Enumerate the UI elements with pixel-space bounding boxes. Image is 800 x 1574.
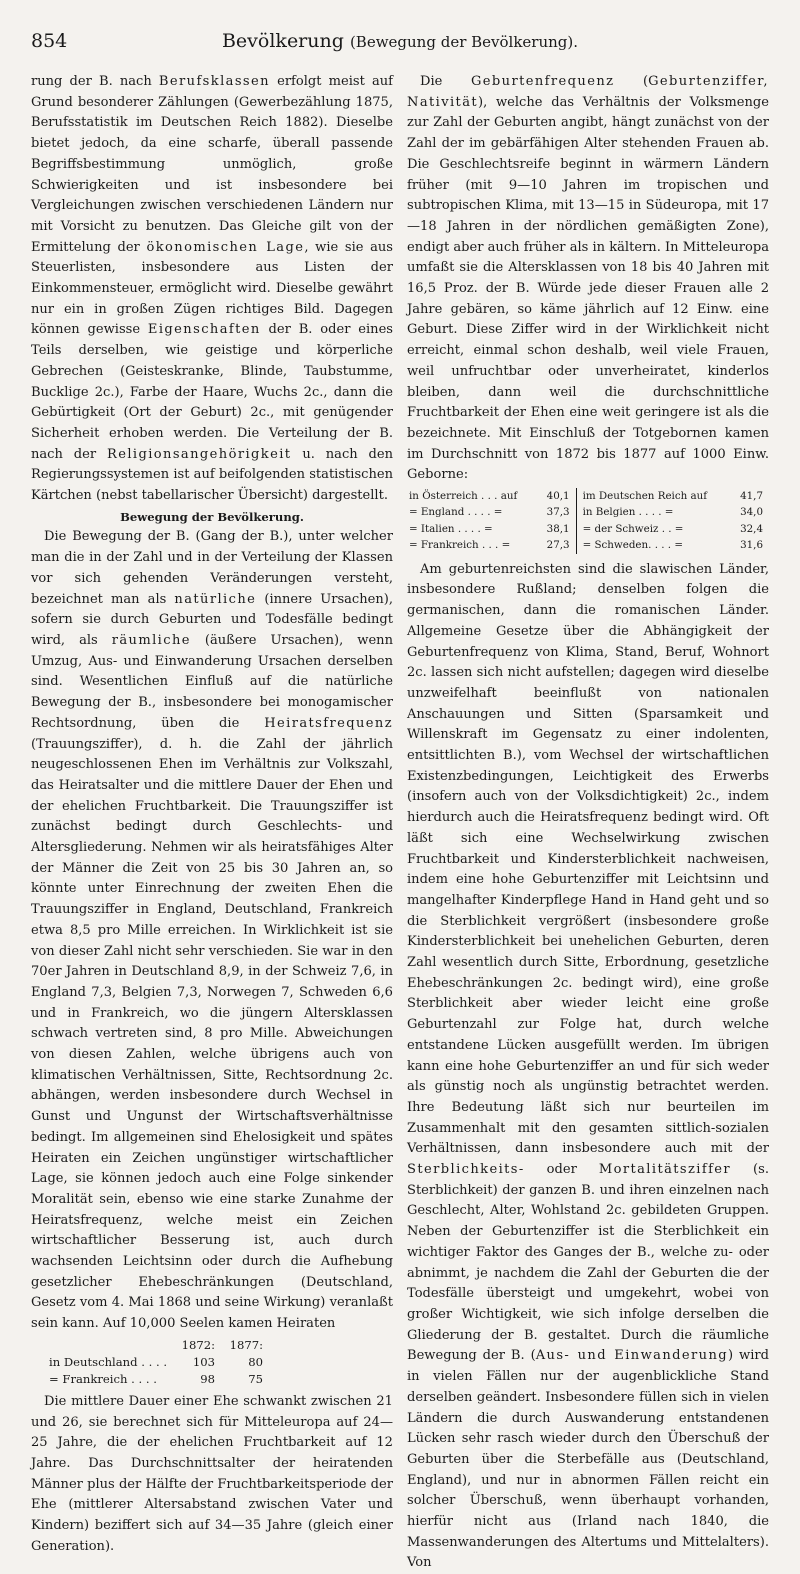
left-paragraph-1: [31, 72, 393, 507]
running-title-sub: (Bewegung der Bevölkerung).: [349, 33, 579, 51]
left-paragraph-2: [31, 527, 393, 1334]
term-religionsangehoerigkeit: Religionsangehörigkeit: [106, 446, 292, 462]
table-row: [45, 1354, 267, 1371]
table-cell-label: in Deutschland . . . .: [49, 1354, 168, 1369]
page-number: 854: [31, 30, 68, 52]
table-row: [45, 1371, 267, 1388]
marriage-table: [45, 1337, 267, 1388]
term-sterblichkeit: Sterblichkeits-: [407, 1162, 525, 1178]
table-year-header: 1877:: [229, 1337, 264, 1352]
table-cell-value: 31,6: [740, 539, 763, 552]
table-cell-value: 103: [192, 1354, 216, 1369]
term-raeumliche: räumliche: [111, 632, 191, 648]
table-cell-value: 98: [200, 1371, 216, 1386]
term-oekonomische-lage: ökonomischen Lage: [146, 239, 305, 255]
table-cell-value: 37,3: [546, 506, 570, 519]
table-cell-label: im Deutschen Reich auf: [576, 488, 733, 504]
term-mortalitaetsziffer: Mortalitätsziffer: [598, 1162, 732, 1178]
table-cell-value: 38,1: [546, 522, 570, 535]
table-cell-label: in Belgien . . . . =: [576, 504, 733, 520]
right-paragraph-2: [407, 560, 769, 1574]
term-berufsklassen: Berufsklassen: [158, 74, 270, 89]
text-run: Am geburtenreichsten sind die slawischen Länder, insbesondere Rußland; denselben folgen die germanischen, dann die romanischen Länder. Allgemeine Gesetze über die Abhängigkeit der Geburtenfrequenz von Klima, Stand, Beruf, Wohnort 2c. lassen sich nicht aufstellen; dagegen wird dieselbe unzweifelhaft beeinflußt von nationalen Anschauungen und Sitten (Sparsamkeit und Willenskraft im Gegensatz zu einer indolenten, entsittlichten B.), vom Wechsel der wirtschaftlichen Existenzbedingungen, Leichtigkeit des Erwerbs (insofern auch von der Volksdichtigkeit) 2c., indem hierdurch auch die Heiratsfrequenz bedingt wird. Oft läßt sich eine Wechselwirkung zwischen Fruchtbarkeit und Kindersterblichkeit nachweisen, indem eine hohe Geburtenziffer mit Leichtsinn und mangelhafter Kinderpflege Hand in Hand geht und so die Sterblichkeit vergrößert (insbesondere große Kindersterblichkeit bei unehelichen Geburten, deren Zahl wesentlich durch Sitte, Erbordnung, gesetzliche Ehebeschränkungen 2c. bedingt wird), eine große Sterblichkeit aber wieder leicht eine große Geburtenzahl zur Folge hat, durch welche entstandene Lücken ausgefüllt werden. Im übrigen kann eine hohe Geburtenziffer an und für sich weder als günstig noch als ungünstig betrachtet werden. Ihre Bedeutung läßt sich nur beurteilen im Zusammenhalt mit den gesamten sittlich-sozialen Verhältnissen, dann insbesondere auch mit der: [407, 561, 769, 1157]
table-year-header: 1872:: [181, 1337, 216, 1352]
text-run: (s. Sterblichkeit) der ganzen B. und ihren einzelnen nach Geschlecht, Alter, Wohlstand 2c. gebildeten Gruppen. Neben der Geburtenziffer ist die Sterblichkeit ein wichtiger Faktor des Ganges der B., welche zu- oder abnimmt, je nachdem die Zahl der Geburten die der Todesfälle übersteigt und umgekehrt, wobei von großer Wichtigkeit, wie sich infolge derselben die Gliederung der B. gestaltet. Durch die räumliche Bewegung der B. (: [407, 1162, 769, 1364]
table-cell-label: = Frankreich . . . =: [409, 539, 511, 552]
text-run: (äußere Ursachen), wenn Umzug, Aus- und Einwanderung Ursachen derselben sind. Wesentlichen Einfluß auf die natürliche Bewegung der B., insbesondere bei monogamischer Rechtsordnung, üben die: [31, 632, 393, 731]
term-eigenschaften: Eigenschaften: [147, 322, 261, 338]
table-header-row: [45, 1337, 267, 1354]
left-column: [31, 72, 393, 1574]
table-cell-value: 32,4: [740, 522, 763, 535]
table-cell-label: in Österreich . . . auf: [409, 490, 518, 503]
text-columns: [31, 72, 769, 1574]
text-run: Die: [420, 74, 471, 89]
table-cell-value: 75: [248, 1371, 264, 1386]
table-row: [407, 504, 769, 520]
right-column: [407, 72, 769, 1574]
text-run: (innere Ursachen), sofern sie durch Geburten und Todesfälle bedingt wird, als: [31, 591, 393, 648]
text-run: erfolgt meist auf Grund besonderer Zählungen (Gewerbezählung 1875, Berufsstatistik im Deutschen Reich 1882). Dieselbe bietet jedoch, da eine scharfe, überall passende Begriffsbestimmung unmöglich, große Schwierigkeiten und ist insbesondere bei Vergleichungen zwischen verschiedenen Ländern nur mit Vorsicht zu benutzen. Das Gleiche gilt von der Ermittelung der: [31, 74, 393, 255]
term-geburtenziffer: Geburtenziffer, Nativität: [407, 74, 769, 110]
table-cell-label: = der Schweiz . . =: [576, 521, 733, 537]
running-title-main: Bevölkerung: [221, 30, 344, 52]
text-run: ), welche das Verhältnis der Volksmenge zur Zahl der Geburten angibt, hängt zunächst von der Zahl der im gebärfähigen Alter stehenden Frauen ab. Die Geschlechtsreife beginnt in wärmern Ländern früher (mit 9—10 Jahren im tropischen und subtropischen Klima, mit 13—15 in Südeuropa, mit 17—18 Jahren in der nördlichen gemäßigten Zone), endigt aber auch früher als in kältern. In Mitteleuropa umfaßt sie die Altersklassen von 18 bis 40 Jahren mit 16,5 Proz. der B. Würde jede dieser Frauen alle 2 Jahre gebären, so käme jährlich auf 12 Einw. eine Geburt. Diese Ziffer wird in der Wirklichkeit nicht erreicht, einmal schon deshalb, weil viele Frauen, weil unfruchtbar oder unverheiratet, kinderlos bleiben, dann weil die durchschnittliche Fruchtbarkeit der Ehen eine weit geringere ist als die bezeichnete. Mit Einschluß der Totgebornen kamen im Durchschnitt von 1872 bis 1877 auf 1000 Einw. Geborne:: [407, 94, 769, 483]
right-paragraph-1: [407, 72, 769, 486]
left-paragraph-3: Die mittlere Dauer einer Ehe schwankt zwischen 21 und 26, sie berechnet sich für Mitteleuropa auf 24—25 Jahre, die der ehelichen Fruchtbarkeit auf 12 Jahre. Das Durchschnittsalter der heiratenden Männer plus der Hälfte der Fruchtbarkeitsperiode der Ehe (mittlerer Altersabstand zwischen Vater und Kindern) beziffert sich auf 34—35 Jahre (gleich einer Generation).: [31, 1393, 393, 1554]
table-cell-label: = Frankreich . . . .: [49, 1371, 157, 1386]
text-run: (: [614, 74, 649, 89]
text-run: der B. oder eines Teils derselben, wie geistige und körperliche Gebrechen (Geisteskranke, Blinde, Taubstumme, Bucklige 2c.), Farbe der Haare, Wuchs 2c., dann die Gebürtigkeit (Ort der Geburt) 2c., mit genügender Sicherheit erhoben werden. Die Verteilung der B. nach der: [31, 322, 394, 462]
text-run: rung der B. nach: [31, 74, 159, 89]
table-cell-value: 34,0: [740, 506, 763, 519]
table-cell-label: = Schweden. . . . =: [576, 537, 733, 553]
text-run: u. nach den Regierungssystemen ist auf beifolgenden statistischen Kärtchen (nebst tabellarischer Übersicht) dargestellt.: [31, 446, 394, 504]
section-heading: Bewegung der Bevölkerung.: [120, 509, 304, 524]
table-row: [407, 537, 769, 553]
text-run: oder: [524, 1162, 599, 1178]
births-table: [407, 488, 769, 554]
text-run: , wie sie aus Steuerlisten, insbesondere aus Listen der Einkommensteuer, ermöglicht wird. Dieselbe gewährt nur ein in großen Zügen richtiges Bild. Dagegen können gewisse: [31, 239, 393, 338]
table-cell-value: 27,3: [546, 539, 570, 552]
text-run: Die Bewegung der B. (Gang der B.), unter welcher man die in der Zahl und in der Verteilung der Klassen vor sich gehenden Veränderungen versteht, bezeichnet man als: [31, 529, 393, 607]
running-title: [0, 30, 800, 52]
table-row: [407, 521, 769, 537]
text-run: (Trauungsziffer), d. h. die Zahl der jährlich neugeschlossenen Ehen im Verhältnis zur Volkszahl, das Heiratsalter und die mittlere Dauer der Ehen und der ehelichen Fruchtbarkeit. Die Trauungsziffer ist zunächst bedingt durch Geschlechts- und Altersgliederung. Nehmen wir als heiratsfähiges Alter der Männer die Zeit von 25 bis 30 Jahren an, so könnte unter Einrechnung der zweiten Ehen die Trauungsziffer in England, Deutschland, Frankreich etwa 8,5 pro Mille erreichen. In Wirklichkeit ist sie von dieser Zahl nicht sehr verschieden. Sie war in den 70er Jahren in Deutschland 8,9, in der Schweiz 7,6, in England 7,3, Belgien 7,3, Norwegen 7, Schweden 6,6 und in Frankreich, wo die jüngern Altersklassen schwach vertreten sind, 8 pro Mille. Abweichungen von diesen Zahlen, welche übrigens auch von klimatischen Verhältnissen, Sitte, Rechtsordnung 2c. abhängen, werden insbesondere durch Wechsel in Gunst und Ungunst der Wirtschaftsverhältnisse bedingt. Im allgemeinen sind Ehelosigkeit und spätes Heiraten ein Zeichen ungünstiger wirtschaftlicher Lage, sie können jedoch auch eine Folge sinkender Moralität sein, ebenso wie eine starke Zunahme der Heiratsfrequenz, welche meist ein Zeichen wirtschaftlicher Besserung ist, auch durch wachsenden Leichtsinn oder durch die Aufhebung gesetzlicher Ehebeschränkungen (Deutschland, Gesetz vom 4. Mai 1868 und seine Wirkung) veranlaßt sein kann. Auf 10,000 Seelen kamen Heiraten: [31, 736, 393, 1332]
table-cell-label: = England . . . . =: [409, 506, 503, 519]
table-cell-value: 80: [248, 1354, 264, 1369]
table-row: [407, 488, 769, 504]
text-run: ) wird in vielen Fällen nur der augenblickliche Stand derselben geändert. Insbesondere füllen sich in vielen Ländern die durch Auswanderung entstandenen Lücken sehr rasch wieder durch den Überschuß der Geburten über die Sterbefälle aus (Deutschland, England), und nur in abnormen Fällen reicht ein solcher Überschuß, wenn überhaupt vorhanden, hierfür nicht aus (Irland nach 1840, die Massenwanderungen des Altertums und Mittelalters). Von: [407, 1348, 769, 1571]
table-cell-value: 40,1: [546, 490, 570, 503]
table-cell-label: = Italien . . . . =: [409, 522, 493, 535]
term-natuerliche: natürliche: [174, 591, 257, 607]
table-cell-value: 41,7: [740, 490, 763, 503]
term-heiratsfrequenz: Heiratsfrequenz: [264, 715, 393, 731]
term-auswanderung: Aus- und Einwanderung: [535, 1348, 729, 1364]
term-geburtenfrequenz: Geburtenfrequenz: [470, 74, 615, 89]
